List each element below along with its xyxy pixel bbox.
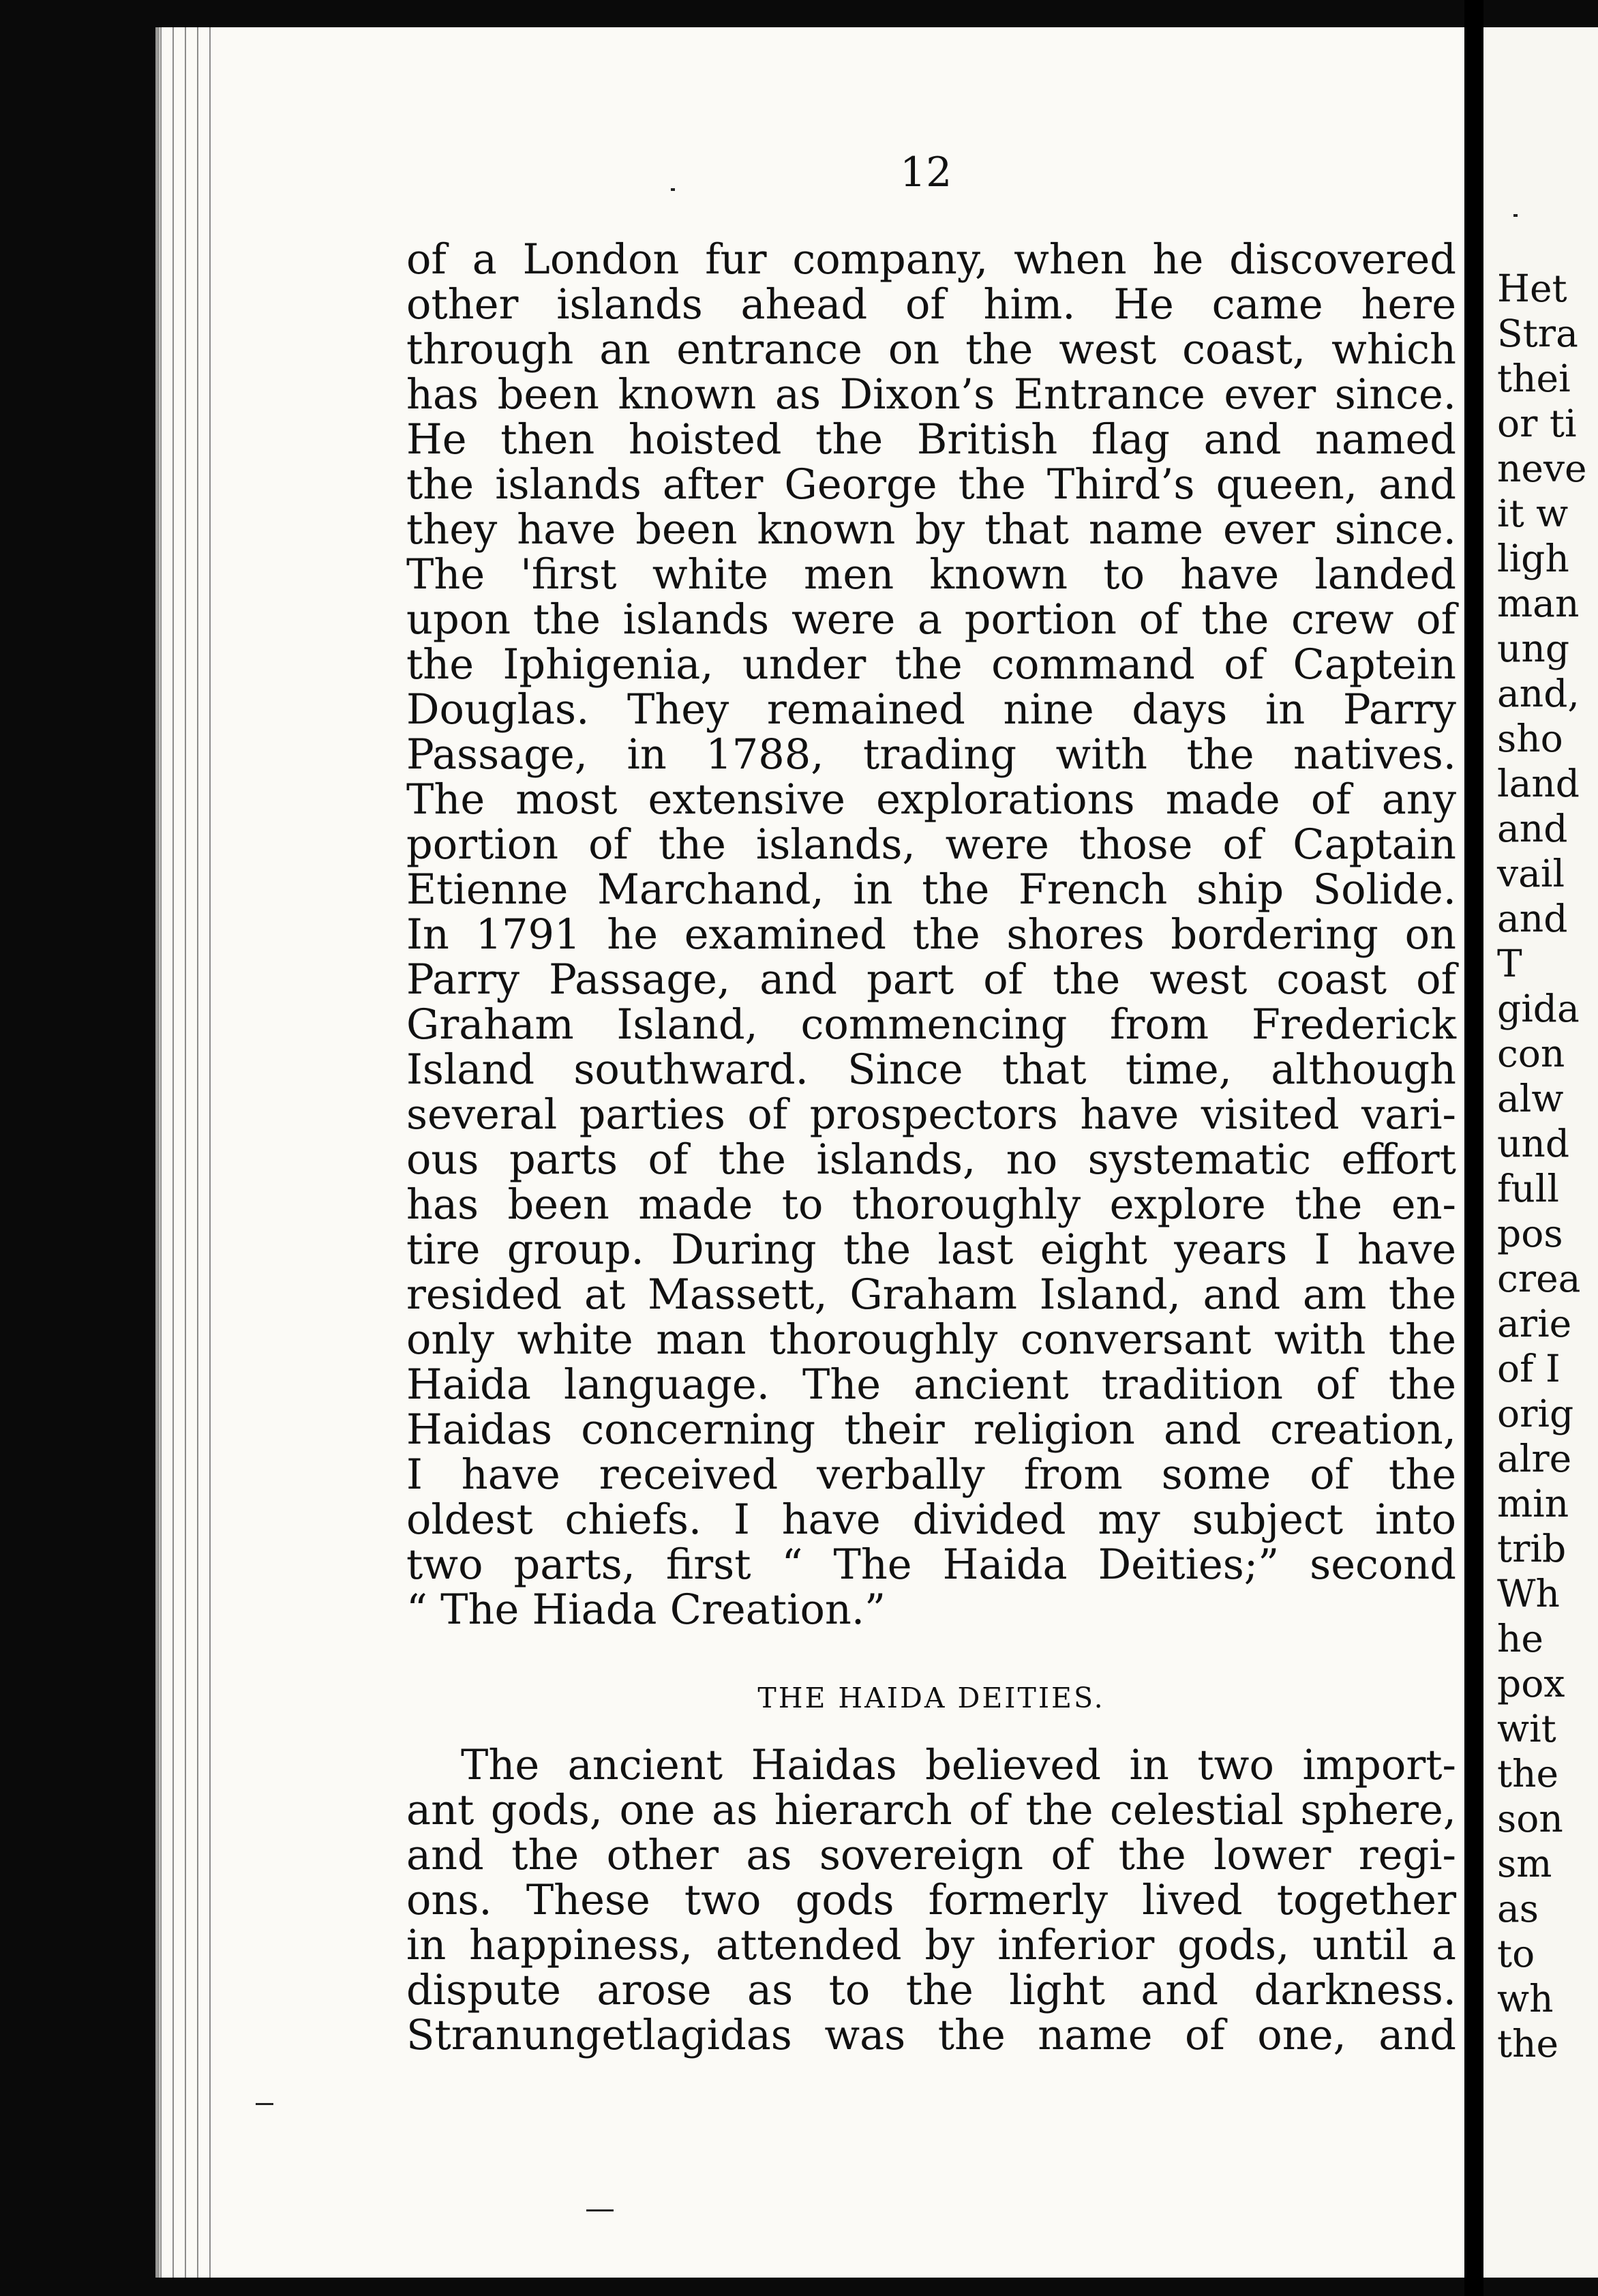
fragment-line: gida — [1497, 987, 1580, 1030]
fragment-line: son — [1497, 1797, 1563, 1840]
fragment-line: alre — [1497, 1437, 1572, 1480]
section-heading: THE HAIDA DEITIES. — [757, 1682, 1105, 1714]
fragment-line: the — [1497, 1752, 1559, 1795]
text-line: the islands after George the Third’s queen, and — [406, 461, 1456, 509]
fragment-line: sm — [1497, 1842, 1552, 1885]
fragment-line: ung — [1497, 627, 1570, 670]
text-line: in happiness, attended by inferior gods, until a — [406, 1922, 1456, 1969]
fragment-line: min — [1497, 1482, 1569, 1525]
text-line: He then hoisted the British flag and named — [406, 416, 1456, 464]
text-line: and the other as sovereign of the lower regi- — [406, 1832, 1456, 1879]
text-line: “ The Hiada Creation.” — [406, 1586, 886, 1634]
fragment-line: wit — [1497, 1707, 1556, 1750]
fragment-line: orig — [1497, 1392, 1574, 1435]
body-paragraph — [406, 237, 1456, 1632]
text-line: resided at Massett, Graham Island, and am the — [406, 1271, 1456, 1319]
ink-speck — [671, 188, 675, 191]
text-line: tire group. During the last eight years I have — [406, 1226, 1456, 1274]
text-line: In 1791 he examined the shores bordering on — [406, 911, 1456, 959]
text-line: portion of the islands, were those of Captain — [406, 821, 1456, 869]
fragment-line: to — [1497, 1932, 1535, 1976]
fragment-line: he — [1497, 1617, 1543, 1660]
fragment-line: Het — [1497, 267, 1567, 310]
fragment-line: wh — [1497, 1977, 1554, 2021]
ink-speck — [1513, 214, 1518, 217]
fragment-line: or ti — [1497, 402, 1577, 445]
text-line: The ancient Haidas believed in two import- — [461, 1742, 1456, 1789]
text-line: ant gods, one as hierarch of the celestial sphere, — [406, 1787, 1456, 1834]
fragment-line: ligh — [1497, 537, 1569, 580]
text-line: two parts, first “ The Haida Deities;” second — [406, 1541, 1456, 1589]
ink-speck — [256, 2103, 273, 2105]
fragment-line: pox — [1497, 1662, 1565, 1705]
text-line: Haidas concerning their religion and creation, — [406, 1406, 1456, 1454]
text-line: has been made to thoroughly explore the en- — [406, 1181, 1456, 1229]
text-line: only white man thoroughly conversant with the — [406, 1316, 1456, 1364]
fragment-line: arie — [1497, 1302, 1572, 1345]
text-line: dispute arose as to the light and darkness. — [406, 1967, 1456, 2014]
fragment-line: con — [1497, 1032, 1565, 1075]
text-line: upon the islands were a portion of the crew of — [406, 596, 1456, 644]
fragment-line: und — [1497, 1122, 1570, 1165]
fragment-line: trib — [1497, 1527, 1567, 1570]
text-line: of a London fur company, when he discovered — [406, 236, 1456, 284]
page-number: 12 — [900, 149, 952, 196]
ink-speck — [586, 2209, 614, 2211]
text-line: I have received verbally from some of the — [406, 1451, 1456, 1499]
text-line: Parry Passage, and part of the west coast of — [406, 956, 1456, 1004]
fragment-line: Wh — [1497, 1572, 1560, 1615]
section-paragraph — [406, 1743, 1456, 2058]
fragment-line: and, — [1497, 672, 1580, 715]
fragment-line: and — [1497, 807, 1568, 850]
text-line: Passage, in 1788, trading with the natives. — [406, 731, 1456, 779]
fragment-line: as — [1497, 1887, 1539, 1930]
text-line: through an entrance on the west coast, which — [406, 326, 1456, 374]
text-line: Douglas. They remained nine days in Parry — [406, 686, 1456, 734]
text-line: ons. These two gods formerly lived together — [406, 1877, 1456, 1924]
text-line: Etienne Marchand, in the French ship Solide. — [406, 866, 1456, 914]
fragment-line: sho — [1497, 717, 1563, 760]
text-line: Island southward. Since that time, although — [406, 1046, 1456, 1094]
fragment-line: full — [1497, 1167, 1559, 1210]
fragment-line: vail — [1497, 852, 1565, 895]
fragment-line: thei — [1497, 357, 1571, 400]
book-gutter — [1464, 0, 1483, 2296]
text-line: Stranungetlagidas was the name of one, and — [406, 2012, 1456, 2059]
text-line: ous parts of the islands, no systematic effort — [406, 1136, 1456, 1184]
fragment-line: of I — [1497, 1347, 1561, 1390]
fragment-line: Stra — [1497, 312, 1578, 355]
fragment-line: neve — [1497, 447, 1587, 490]
text-line: The most extensive explorations made of any — [406, 776, 1456, 824]
text-line: Graham Island, commencing from Frederick — [406, 1001, 1456, 1049]
text-line: the Iphigenia, under the command of Captein — [406, 641, 1456, 689]
fragment-line: T — [1497, 942, 1522, 985]
fragment-line: land — [1497, 762, 1580, 805]
fragment-line: crea — [1497, 1257, 1581, 1300]
text-line: several parties of prospectors have visited vari- — [406, 1091, 1456, 1139]
fragment-line: the — [1497, 2022, 1559, 2066]
text-line: they have been known by that name ever since. — [406, 506, 1456, 554]
fragment-line: it w — [1497, 492, 1569, 535]
fragment-line: alw — [1497, 1077, 1564, 1120]
right-page-text-fragments — [1497, 266, 1587, 2066]
page-binding-edge — [155, 27, 217, 2278]
fragment-line: and — [1497, 897, 1568, 940]
text-line: The 'first white men known to have landed — [406, 551, 1456, 599]
text-line: oldest chiefs. I have divided my subject into — [406, 1496, 1456, 1544]
text-line: has been known as Dixon’s Entrance ever since. — [406, 371, 1456, 419]
fragment-line: pos — [1497, 1212, 1563, 1255]
text-line: other islands ahead of him. He came here — [406, 281, 1456, 329]
fragment-line: man — [1497, 582, 1580, 625]
text-line: Haida language. The ancient tradition of the — [406, 1361, 1456, 1409]
